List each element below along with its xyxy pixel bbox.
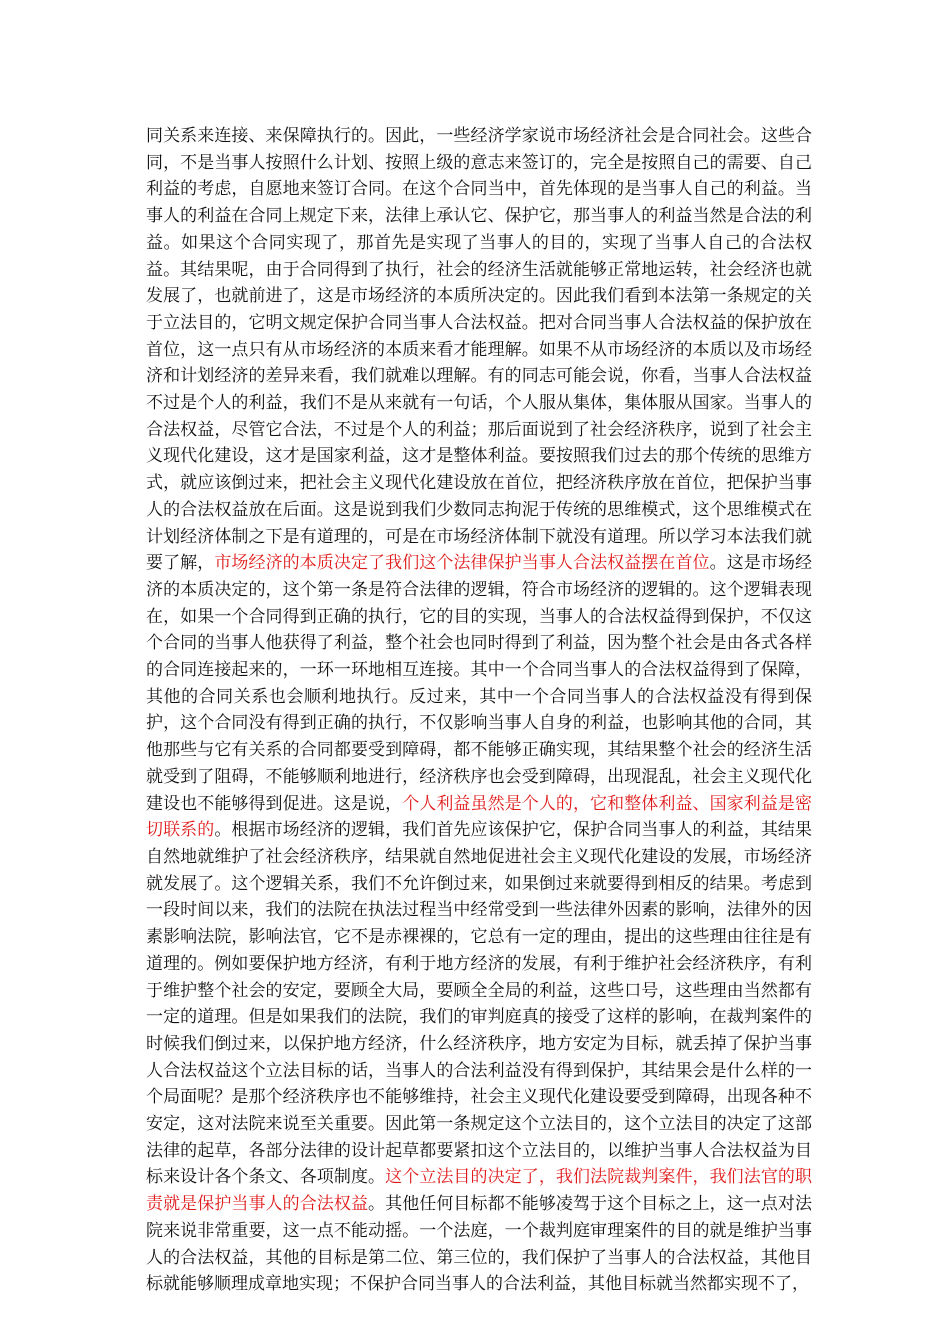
body-paragraph bbox=[146, 123, 812, 1298]
text-segment: 同关系来连接、来保障执行的。因此，一些经济学家说市场经济社会是合同社会。这些合同，不是当事人按照什么计划、按照上级的意志来签订的，完全是按照自己的需要、自己利益的考虑，自愿地来签订合同。在这个合同当中，首先体现的是当事人自己的利益。当事人的利益在合同上规定下来，法律上承认它、保护它，那当事人的利益当然是合法的利益。如果这个合同实现了，那首先是实现了当事人的目的，实现了当事人自己的合法权益。其结果呢，由于合同得到了执行，社会的经济生活就能够正常地运转，社会经济也就发展了，也就前进了，这是市场经济的本质所决定的。因此我们看到本法第一条规定的关于立法目的，它明文规定保护合同当事人合法权益。把对合同当事人合法权益的保护放在首位，这一点只有从市场经济的本质来看才能理解。如果不从市场经济的本质以及市场经济和计划经济的差异来看，我们就难以理解。有的同志可能会说，你看，当事人合法权益不过是个人的利益，我们不是从来就有一句话，个人服从集体，集体服从国家。当事人的合法权益，尽管它合法，不过是个人的利益；那后面说到了社会经济秩序，说到了社会主义现代化建设，这才是国家利益，这才是整体利益。要按照我们过去的那个传统的思维方式，就应该倒过来，把社会主义现代化建设放在首位，把经济秩序放在首位，把保护当事人的合法权益放在后面。这是说到我们少数同志拘泥于传统的思维模式，这个思维模式在计划经济体制之下是有道理的，可是在市场经济体制下就没有道理。所以学习本法我们就要了解， bbox=[146, 126, 812, 574]
text-segment: 。其他任何目标都不能够凌驾于这个目标之上，这一点对法院来说非常重要，这一点不能动摇。一个法庭，一个裁判庭审理案件的目的就是维护当事人的合法权益，其他的目标是第二位、第三位的，我们保护了当事人的合法权益，其他目标就能够顺理成章地实现；不保护合同当事人的合法利益，其他目标就当然都实现不了， bbox=[146, 1194, 813, 1295]
document-page bbox=[146, 123, 812, 1298]
highlighted-text: 这个立法目的决定了，我们法院裁判案件，我们法官的职责就是保护当事人的合法权益 bbox=[146, 1167, 813, 1215]
highlighted-text: 市场经济的本质决定了我们这个法律保护当事人合法权益摆在首位 bbox=[214, 553, 710, 574]
text-segment: 。根据市场经济的逻辑，我们首先应该保护它，保护合同当事人的利益，其结果自然地就维护了社会经济秩序，结果就自然地促进社会主义现代化建设的发展，市场经济就发展了。这个逻辑关系，我们不允许倒过来，如果倒过来就要得到相反的结果。考虑到一段时间以来，我们的法院在执法过程当中经常受到一些法律外因素的影响，法律外的因素影响法院，影响法官，它不是赤裸裸的，它总有一定的理由，提出的这些理由往往是有道理的。例如要保护地方经济，有利于地方经济的发展，有利于维护社会经济秩序，有利于维护整个社会的安定，要顾全大局，要顾全全局的利益，这些口号，这些理由当然都有一定的道理。但是如果我们的法院，我们的审判庭真的接受了这样的影响，在裁判案件的时候我们倒过来，以保护地方经济，什么经济秩序，地方安定为目标，就丢掉了保护当事人合法权益这个立法目标的话，当事人的合法利益没有得到保护，其结果会是什么样的一个局面呢？是那个经济秩序也不能够维持，社会主义现代化建设要受到障碍，出现各种不安定，这对法院来说至关重要。因此第一条规定这个立法目的，这个立法目的决定了这部法律的起草，各部分法律的设计起草都要紧扣这个立法目的，以维护当事人合法权益为目标来设计各个条文、各项制度。 bbox=[146, 820, 813, 1188]
highlighted-text: 个人利益虽然是个人的，它和整体利益、国家利益是密切联系的 bbox=[146, 793, 813, 841]
text-segment: 。这是市场经济的本质决定的，这个第一条是符合法律的逻辑，符合市场经济的逻辑的。这个逻辑表现在，如果一个合同得到正确的执行，它的目的实现，当事人的合法权益得到保护，不仅这个合同的当事人他获得了利益，整个社会也同时得到了利益，因为整个社会是由各式各样的合同连接起来的，一环一环地相互连接。其中一个合同当事人的合法权益得到了保障，其他的合同关系也会顺利地执行。反过来，其中一个合同当事人的合法权益没有得到保护，这个合同没有得到正确的执行，不仅影响当事人自身的利益，也影响其他的合同，其他那些与它有关系的合同都要受到障碍，都不能够正确实现，其结果整个社会的经济生活就受到了阻碍，不能够顺利地进行，经济秩序也会受到障碍，出现混乱，社会主义现代化建设也不能够得到促进。这是说， bbox=[146, 553, 813, 814]
